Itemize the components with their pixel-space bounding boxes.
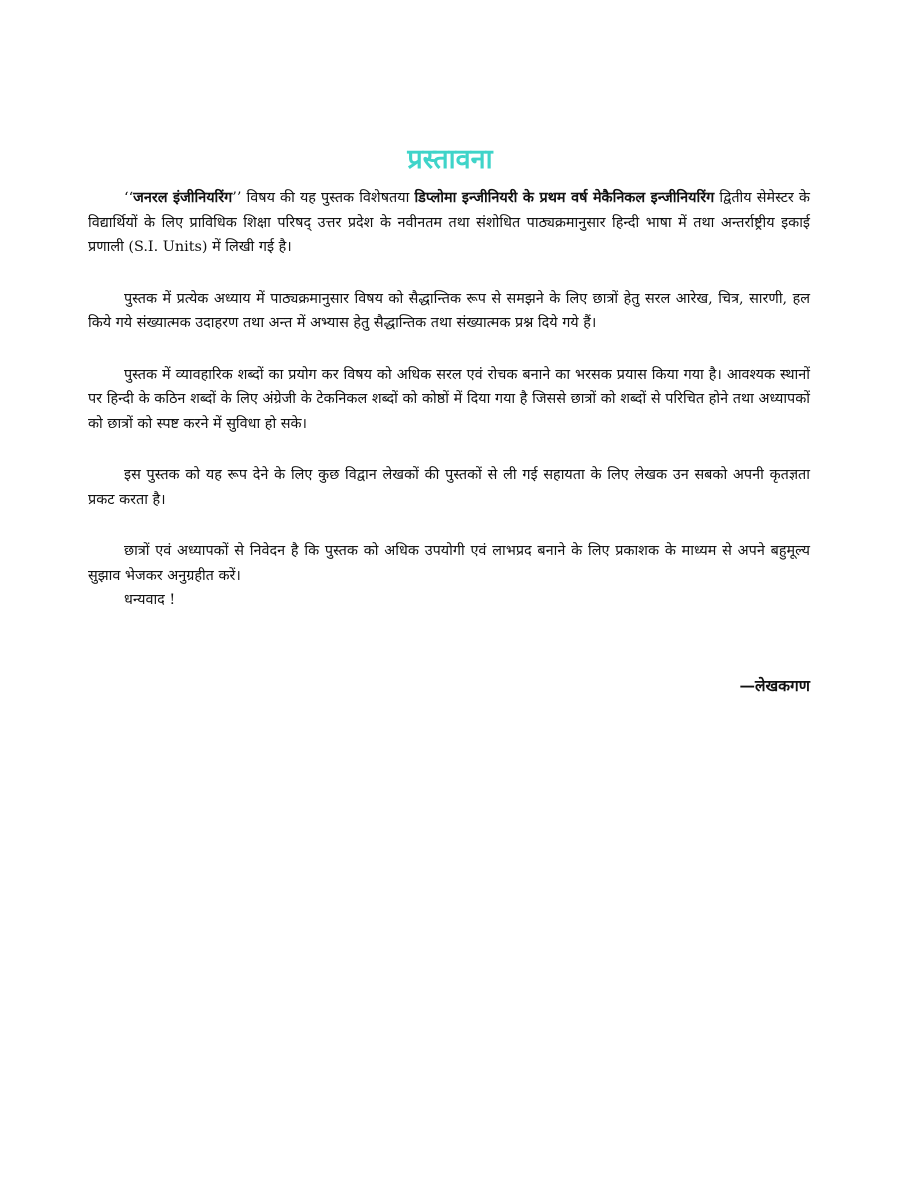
book-name: जनरल इंजीनियरिंग <box>133 189 233 206</box>
paragraph-language: पुस्तक में व्यावहारिक शब्दों का प्रयोग कर विषय को अधिक सरल एवं रोचक बनाने का भरसक प्रयास किया गया है। आवश्यक स्थानों पर हिन्दी के कठिन शब्दों के लिए अंग्रेजी के टेकनिकल शब्दों को कोष्ठों में दिया गया है जिससे छात्रों को शब्दों से परिचित होने तथा अध्यापकों को छात्रों को स्पष्ट करने में सुविधा हो सके। <box>88 366 810 432</box>
paragraph-intro <box>88 186 810 260</box>
intro-text-a: विषय की यह पुस्तक विशेषतया <box>241 190 415 206</box>
preface-body <box>88 186 810 613</box>
open-quote: ‘‘ <box>124 190 134 206</box>
paragraph-acknowledgement: इस पुस्तक को यह रूप देने के लिए कुछ विद्वान लेखकों की पुस्तकों से ली गई सहायता के लिए लेखक उन सबको अपनी कृतज्ञता प्रकट करता है। <box>88 467 810 508</box>
close-quote: ’’ <box>232 190 242 206</box>
course-name: डिप्लोमा इन्जीनियरी के प्रथम वर्ष मेकैनिकल इन्जीनियरिंग <box>414 189 715 206</box>
intro-text-b: द्वितीय सेमेस्टर के विद्यार्थियों के लिए प्राविधिक शिक्षा परिषद् उत्तर प्रदेश के नवीनतम तथा संशोधित पाठ्यक्रमानुसार हिन्दी भाषा में तथा अन्तर्राष्ट्रीय इकाई प्रणाली (S.I. Units) में लिखी गई है। <box>88 190 810 255</box>
paragraph-request: छात्रों एवं अध्यापकों से निवेदन है कि पुस्तक को अधिक उपयोगी एवं लाभप्रद बनाने के लिए प्रकाशक के माध्यम से अपने बहुमूल्य सुझाव भेजकर अनुग्रहीत करें। <box>88 543 810 584</box>
page-title: प्रस्तावना <box>407 144 493 176</box>
thanks-line: धन्यवाद ! <box>124 592 176 608</box>
paragraph-chapters: पुस्तक में प्रत्येक अध्याय में पाठ्यक्रमानुसार विषय को सैद्धान्तिक रूप से समझने के लिए छात्रों हेतु सरल आरेख, चित्र, सारणी, हल किये गये संख्यात्मक उदाहरण तथा अन्त में अभ्यास हेतु सैद्धान्तिक तथा संख्यात्मक प्रश्न दिये गये हैं। <box>88 290 810 331</box>
author-signature: —लेखकगण <box>739 676 810 695</box>
